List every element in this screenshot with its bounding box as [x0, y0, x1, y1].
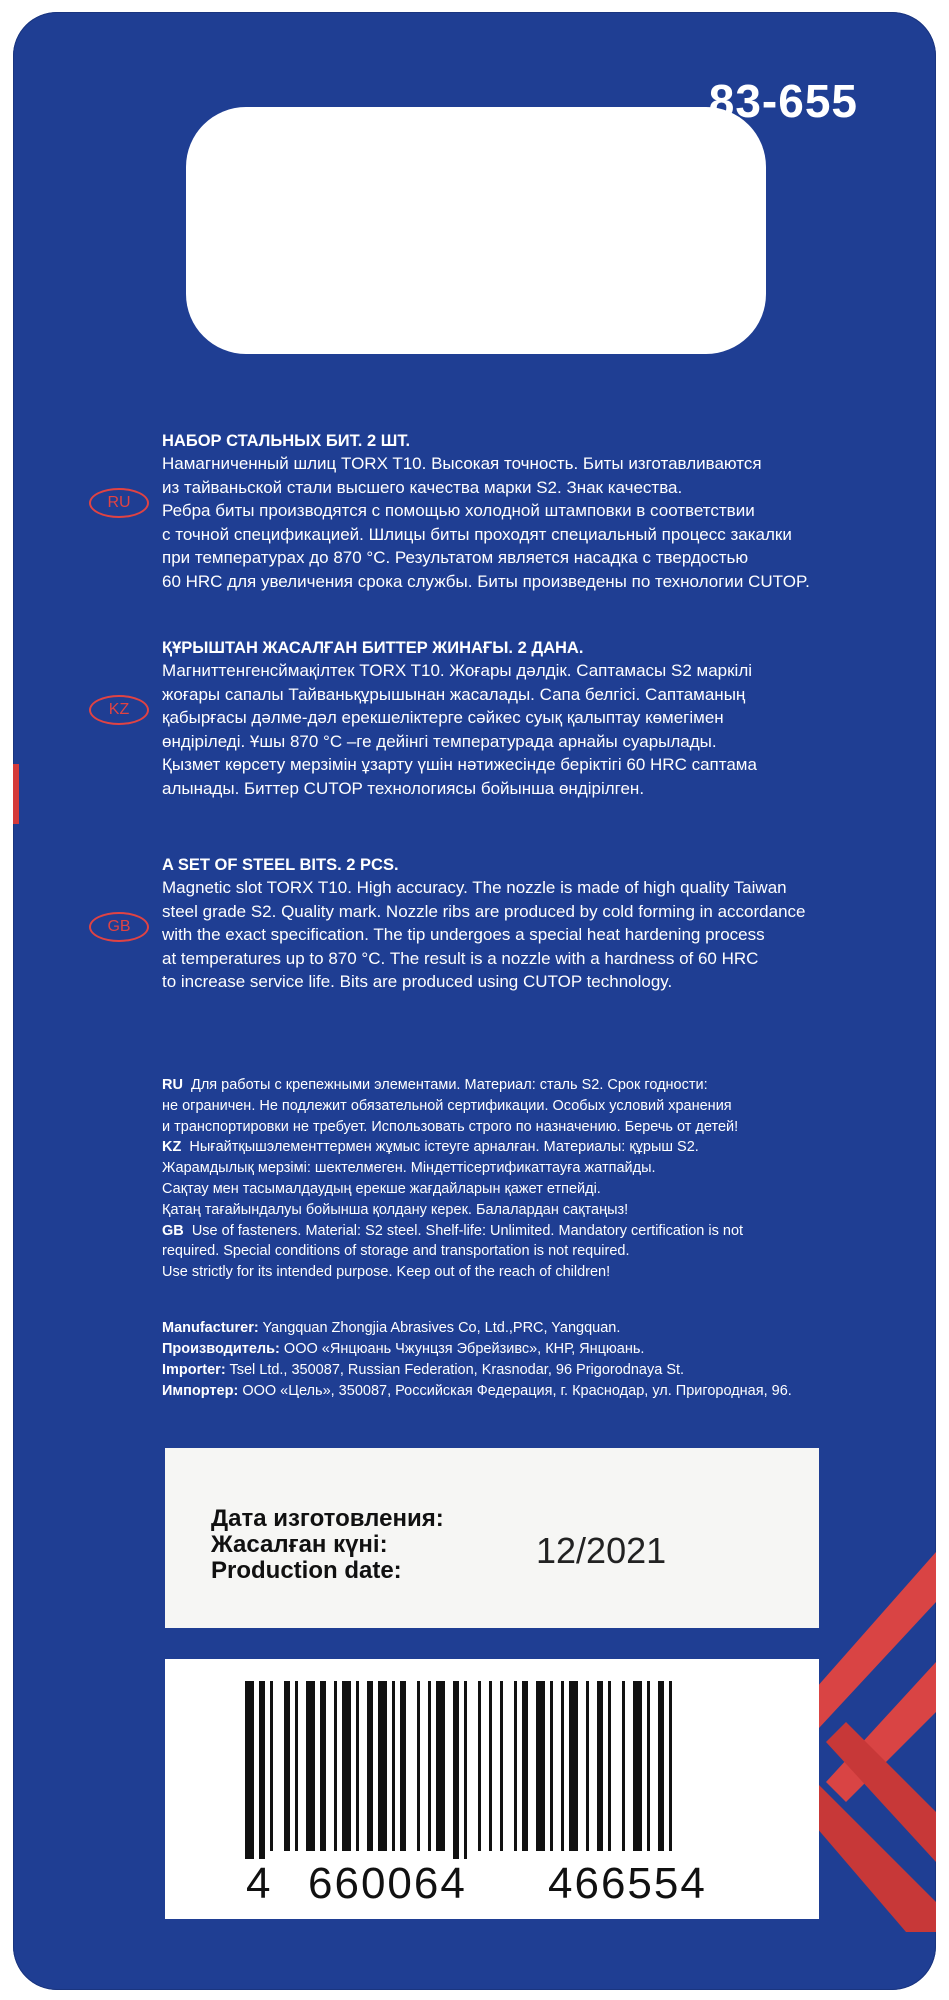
- line: қабырғасы дәлме-дәл ерекшеліктерге сәйкес суық қалыптау көмегімен: [162, 708, 724, 727]
- production-date-labels: [211, 1506, 444, 1584]
- side-stripe: [13, 764, 19, 824]
- line: steel grade S2. Quality mark. Nozzle ribs are produced by cold forming in accordance: [162, 901, 806, 921]
- product-card-back: [13, 12, 936, 1990]
- line: Қызмет көрсету мерзімін ұзарту үшін нәтижесінде беріктігі 60 HRC саптама: [162, 755, 757, 774]
- barcode-bar: [284, 1681, 290, 1851]
- barcode-bar: [356, 1681, 359, 1851]
- barcode-bar: [550, 1681, 553, 1851]
- line: жоғары сапалы Тайваньқұрышынан жасалады. Сапа белгісі. Саптаманың: [162, 684, 746, 704]
- manufacturer-label-ru: Производитель:: [162, 1341, 280, 1357]
- usage-line: Жарамдылық мерзімі: шектелмеген. Міндеттісертификаттауға жатпайды.: [162, 1160, 656, 1177]
- barcode-bar: [453, 1681, 459, 1859]
- barcode-bar: [597, 1681, 603, 1851]
- importer-label: Importer:: [162, 1362, 226, 1378]
- lang-badge-kz: KZ: [89, 695, 149, 725]
- barcode-bar: [561, 1681, 564, 1851]
- line: to increase service life. Bits are produced using CUTOP technology.: [162, 972, 673, 991]
- barcode-bar: [478, 1681, 481, 1851]
- manufacturer-value-ru: ООО «Янцюань Чжунцзя Эбрейзивс», КНР, Янцюань.: [283, 1341, 645, 1357]
- barcode-bar: [647, 1681, 650, 1851]
- barcode-bar: [400, 1681, 406, 1851]
- description-gb: [162, 854, 902, 994]
- line: Магниттенгенсймақілтек TORX T10. Жоғары дәлдік. Саптамасы S2 маркілі: [162, 661, 753, 680]
- barcode-first-digit: 4: [246, 1859, 271, 1908]
- barcode-bar: [367, 1681, 373, 1851]
- barcode-bar: [658, 1681, 664, 1851]
- manufacturer-info: [162, 1318, 922, 1402]
- lang-tag-kz: KZ: [162, 1139, 182, 1156]
- barcode-bar: [608, 1681, 611, 1851]
- barcode-bar: [586, 1681, 589, 1851]
- line: алынады. Биттер CUTOP технологиясы бойынша өндірілген.: [162, 778, 645, 798]
- line: with the exact specification. The tip undergoes a special heat hardening process: [162, 925, 765, 944]
- manufacturer-label: Manufacturer:: [162, 1320, 259, 1336]
- barcode-bar: [436, 1681, 445, 1851]
- production-date-label-en: Production date:: [211, 1557, 402, 1584]
- barcode-digits: [246, 1859, 786, 1909]
- production-date-box: [165, 1448, 819, 1628]
- lang-tag-gb: GB: [162, 1222, 184, 1239]
- lang-badge-ru: RU: [89, 488, 149, 518]
- barcode-bar: [536, 1681, 545, 1851]
- barcode-bar: [500, 1681, 503, 1851]
- barcode-bar: [428, 1681, 431, 1851]
- barcode-bar: [306, 1681, 315, 1851]
- line: 60 HRC для увеличения срока службы. Биты произведены по технологии CUTOP.: [162, 571, 810, 591]
- barcode-bar: [342, 1681, 351, 1851]
- barcode-bar: [245, 1681, 254, 1859]
- usage-text: [162, 1075, 902, 1283]
- barcode-bar: [417, 1681, 420, 1851]
- importer-value: Tsel Ltd., 350087, Russian Federation, Krasnodar, 96 Prigorodnaya St.: [229, 1362, 685, 1378]
- usage-line: не ограничен. Не подлежит обязательной сертификации. Особых условий хранения: [162, 1097, 732, 1114]
- barcode-box: [165, 1659, 819, 1919]
- usage-line: required. Special conditions of storage and transportation is not required.: [162, 1243, 630, 1260]
- lang-tag-ru: RU: [162, 1077, 183, 1093]
- lang-badge-gb: GB: [89, 912, 149, 942]
- heading-ru: НАБОР СТАЛЬНЫХ БИТ. 2 ШТ.: [162, 432, 411, 450]
- line: из тайваньской стали высшего качества марки S2. Знак качества.: [162, 477, 683, 497]
- usage-line: RU Для работы с крепежными элементами. Материал: сталь S2. Срок годности:: [162, 1077, 708, 1093]
- usage-line: KZ Нығайтқышэлементтермен жұмыс істеуге арналған. Материалы: құрыш S2.: [162, 1139, 699, 1156]
- line: с точной спецификацией. Шлицы биты проходят специальный процесс закалки: [162, 524, 792, 544]
- barcode-bar: [669, 1681, 672, 1851]
- barcode-bar: [259, 1681, 265, 1859]
- line: Ребра биты производятся с помощью холодной штамповки в соответствии: [162, 501, 755, 520]
- barcode-group-2: 466554: [548, 1859, 707, 1908]
- barcode-bar: [392, 1681, 395, 1851]
- line: Magnetic slot TORX T10. High accuracy. The nozzle is made of high quality Taiwan: [162, 878, 787, 897]
- description-kz: [162, 637, 902, 800]
- barcode-bar: [514, 1681, 517, 1851]
- description-ru: [162, 430, 902, 593]
- barcode-bar: [569, 1681, 578, 1851]
- heading-kz: ҚҰРЫШТАН ЖАСАЛҒАН БИТТЕР ЖИНАҒЫ. 2 ДАНА.: [162, 639, 584, 657]
- line: өндіріледі. Ұшы 870 °С –ге дейінгі температурада арнайы суарылады.: [162, 731, 717, 751]
- production-date-value: 12/2021: [536, 1530, 667, 1571]
- line: Намагниченный шлиц TORX T10. Высокая точность. Биты изготавливаются: [162, 454, 762, 473]
- barcode-bar: [320, 1681, 326, 1851]
- usage-line: GB Use of fasteners. Material: S2 steel. Shelf-life: Unlimited. Mandatory certification is not: [162, 1222, 744, 1239]
- usage-line: Қатаң тағайындалуы бойынша қолдану керек. Балалардан сақтаңыз!: [162, 1201, 629, 1218]
- barcode: [165, 1659, 819, 1859]
- barcode-bar: [622, 1681, 625, 1851]
- barcode-bar: [464, 1681, 467, 1859]
- usage-line: Use strictly for its intended purpose. Keep out of the reach of children!: [162, 1264, 611, 1281]
- usage-line: Сақтау мен тасымалдаудың ерекше жағдайларын қажет етпейді.: [162, 1180, 601, 1197]
- importer-label-ru: Импортер:: [162, 1383, 239, 1399]
- manufacturer-value: Yangquan Zhongjia Abrasives Co, Ltd.,PRC, Yangquan.: [262, 1320, 621, 1336]
- barcode-bar: [378, 1681, 387, 1851]
- barcode-bar: [334, 1681, 337, 1851]
- article-number: 83-655: [708, 75, 858, 127]
- barcode-bar: [489, 1681, 492, 1851]
- heading-gb: A SET OF STEEL BITS. 2 PCS.: [162, 856, 399, 874]
- barcode-bar: [633, 1681, 642, 1851]
- barcode-bar: [522, 1681, 528, 1851]
- production-date-label-ru: Дата изготовления:: [211, 1505, 444, 1532]
- line: при температурах до 870 °С. Результатом является насадка с твердостью: [162, 548, 749, 567]
- barcode-bar: [270, 1681, 273, 1851]
- usage-line: и транспортировки не требует. Использовать строго по назначению. Беречь от детей!: [162, 1118, 739, 1135]
- production-date-label-kz: Жасалған күні:: [211, 1531, 388, 1558]
- barcode-bar: [295, 1681, 298, 1851]
- importer-value-ru: ООО «Цель», 350087, Российская Федерация, г. Краснодар, ул. Пригородная, 96.: [242, 1383, 792, 1399]
- barcode-group-1: 660064: [308, 1859, 467, 1908]
- line: at temperatures up to 870 °С. The result is a nozzle with a hardness of 60 HRC: [162, 948, 759, 968]
